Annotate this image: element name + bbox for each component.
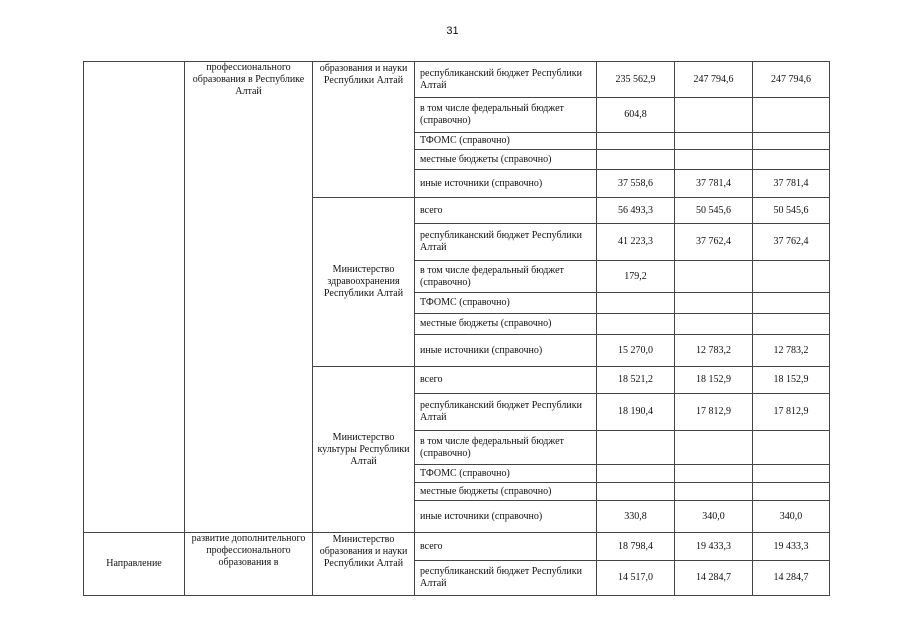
table-body [84,62,830,596]
funding-source-cell: всего [415,533,597,561]
table-row [84,62,830,98]
budget-table [83,61,830,596]
amount-cell-year-3 [753,483,830,501]
table-row [84,533,830,561]
funding-source-cell: всего [415,198,597,224]
amount-cell-year-3: 37 762,4 [753,224,830,261]
amount-cell-year-3: 50 545,6 [753,198,830,224]
funding-source-cell: всего [415,367,597,394]
amount-cell-year-1 [597,431,675,465]
executor-cell: Министерство культуры Республики Алтай [313,367,415,533]
amount-cell-year-1: 235 562,9 [597,62,675,98]
amount-cell-year-2 [675,261,753,293]
direction-cell [84,62,185,533]
funding-source-cell: ТФОМС (справочно) [415,133,597,150]
amount-cell-year-1: 604,8 [597,98,675,133]
amount-cell-year-3 [753,314,830,335]
amount-cell-year-2 [675,465,753,483]
subprogram-name-cell: профессионального образования в Республике Алтай [185,62,313,533]
funding-source-cell: местные бюджеты (справочно) [415,483,597,501]
amount-cell-year-1 [597,314,675,335]
funding-source-cell: в том числе федеральный бюджет (справочно) [415,98,597,133]
amount-cell-year-2: 37 781,4 [675,170,753,198]
amount-cell-year-3: 18 152,9 [753,367,830,394]
amount-cell-year-3: 340,0 [753,501,830,533]
amount-cell-year-2: 50 545,6 [675,198,753,224]
amount-cell-year-1: 18 798,4 [597,533,675,561]
amount-cell-year-1: 14 517,0 [597,561,675,596]
amount-cell-year-1 [597,483,675,501]
amount-cell-year-2: 37 762,4 [675,224,753,261]
amount-cell-year-1 [597,150,675,170]
amount-cell-year-2: 17 812,9 [675,394,753,431]
direction-cell: Направление [84,533,185,596]
amount-cell-year-1 [597,133,675,150]
amount-cell-year-1: 179,2 [597,261,675,293]
amount-cell-year-2: 14 284,7 [675,561,753,596]
funding-source-cell: иные источники (справочно) [415,170,597,198]
funding-source-cell: местные бюджеты (справочно) [415,314,597,335]
amount-cell-year-3: 247 794,6 [753,62,830,98]
amount-cell-year-2: 247 794,6 [675,62,753,98]
funding-source-cell: в том числе федеральный бюджет (справочно) [415,261,597,293]
amount-cell-year-3 [753,98,830,133]
amount-cell-year-3: 12 783,2 [753,335,830,367]
funding-source-cell: местные бюджеты (справочно) [415,150,597,170]
amount-cell-year-2: 340,0 [675,501,753,533]
amount-cell-year-1: 18 190,4 [597,394,675,431]
amount-cell-year-2 [675,133,753,150]
amount-cell-year-3 [753,293,830,314]
funding-source-cell: республиканский бюджет Республики Алтай [415,394,597,431]
amount-cell-year-2 [675,431,753,465]
amount-cell-year-3: 14 284,7 [753,561,830,596]
executor-cell: Министерство образования и науки Республики Алтай [313,533,415,596]
amount-cell-year-3 [753,150,830,170]
executor-cell: Министерство здравоохранения Республики Алтай [313,198,415,367]
funding-source-cell: республиканский бюджет Республики Алтай [415,62,597,98]
amount-cell-year-1: 41 223,3 [597,224,675,261]
amount-cell-year-1: 56 493,3 [597,198,675,224]
amount-cell-year-1 [597,293,675,314]
page-number: 31 [446,25,459,37]
amount-cell-year-3: 19 433,3 [753,533,830,561]
funding-source-cell: в том числе федеральный бюджет (справочно) [415,431,597,465]
funding-source-cell: ТФОМС (справочно) [415,293,597,314]
amount-cell-year-1: 330,8 [597,501,675,533]
amount-cell-year-3: 37 781,4 [753,170,830,198]
funding-source-cell: республиканский бюджет Республики Алтай [415,224,597,261]
amount-cell-year-2: 12 783,2 [675,335,753,367]
subprogram-name-cell: развитие дополнительного профессионального образования в [185,533,313,596]
amount-cell-year-1: 18 521,2 [597,367,675,394]
amount-cell-year-2 [675,483,753,501]
funding-source-cell: республиканский бюджет Республики Алтай [415,561,597,596]
funding-source-cell: ТФОМС (справочно) [415,465,597,483]
amount-cell-year-1 [597,465,675,483]
amount-cell-year-3 [753,465,830,483]
amount-cell-year-2 [675,150,753,170]
amount-cell-year-2: 19 433,3 [675,533,753,561]
amount-cell-year-3 [753,261,830,293]
funding-source-cell: иные источники (справочно) [415,501,597,533]
amount-cell-year-3 [753,431,830,465]
amount-cell-year-1: 37 558,6 [597,170,675,198]
executor-cell: образования и науки Республики Алтай [313,62,415,198]
amount-cell-year-2 [675,98,753,133]
amount-cell-year-2: 18 152,9 [675,367,753,394]
amount-cell-year-2 [675,314,753,335]
amount-cell-year-3: 17 812,9 [753,394,830,431]
amount-cell-year-2 [675,293,753,314]
amount-cell-year-1: 15 270,0 [597,335,675,367]
amount-cell-year-3 [753,133,830,150]
funding-source-cell: иные источники (справочно) [415,335,597,367]
